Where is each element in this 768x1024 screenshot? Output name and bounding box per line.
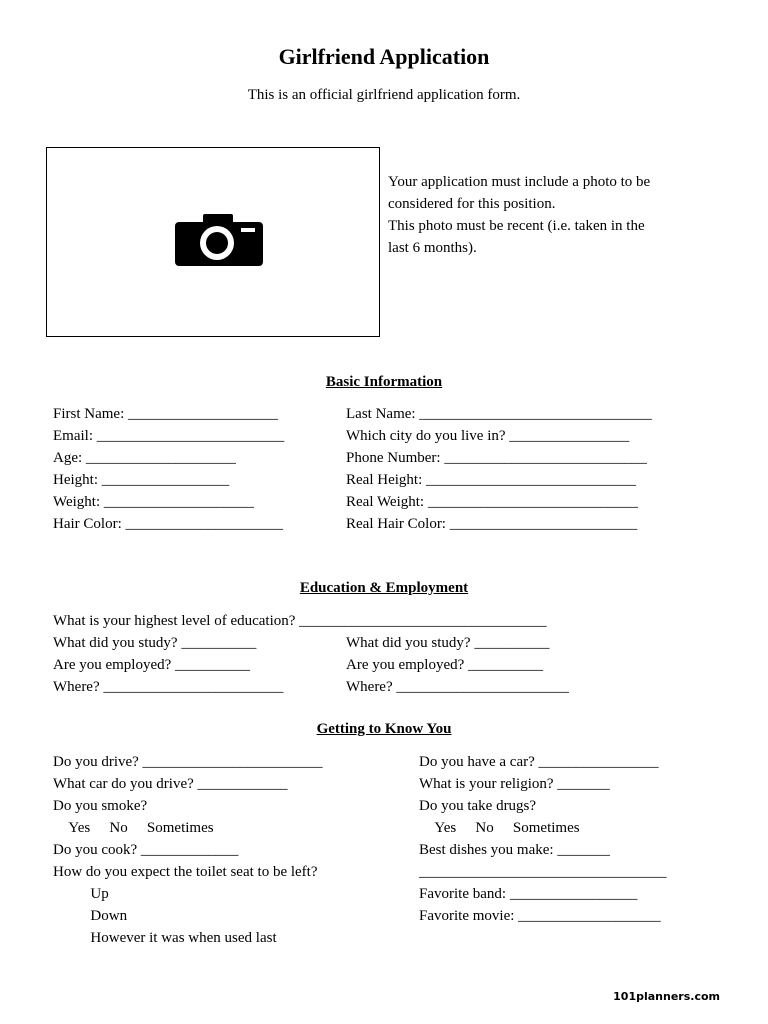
height-field[interactable]: Height: _________________	[53, 472, 230, 488]
employed-field[interactable]: Are you employed? __________	[53, 657, 251, 673]
first-name-field[interactable]: First Name: ____________________	[53, 406, 278, 422]
education-left-column	[53, 632, 283, 698]
drive-field[interactable]: Do you drive? ________________________	[53, 754, 323, 770]
city-field[interactable]: Which city do you live in? ________________	[346, 428, 630, 444]
getting-to-know-left-column	[53, 751, 323, 949]
favorite-movie-field[interactable]: Favorite movie: ___________________	[419, 908, 661, 924]
study-field[interactable]: What did you study? __________	[53, 635, 257, 651]
weight-field[interactable]: Weight: ____________________	[53, 494, 254, 510]
toilet-options-list	[53, 883, 323, 949]
form-subtitle: This is an official girlfriend application form.	[247, 87, 521, 103]
basic-info-left-column	[53, 403, 284, 535]
real-weight-field[interactable]: Real Weight: ____________________________	[346, 494, 638, 510]
phone-number-field[interactable]: Phone Number: ___________________________	[346, 450, 647, 466]
toilet-seat-question: How do you expect the toilet seat to be left?	[53, 864, 318, 880]
smoke-options[interactable]: Yes No Sometimes	[53, 820, 168, 836]
education-level-field[interactable]: What is your highest level of education? _________________________________	[53, 613, 547, 629]
best-dishes-line[interactable]: _________________________________	[419, 864, 667, 880]
email-field[interactable]: Email: _________________________	[53, 428, 285, 444]
car-model-field[interactable]: What car do you drive? ____________	[53, 776, 288, 792]
form-title: Girlfriend Application	[278, 44, 490, 69]
basic-info-right-column	[346, 403, 652, 535]
real-height-field[interactable]: Real Height: ____________________________	[346, 472, 636, 488]
smoke-question: Do you smoke?	[53, 798, 148, 814]
photo-note-line: considered for this position.	[388, 196, 556, 212]
photo-upload-box[interactable]	[46, 147, 380, 337]
where-field-2[interactable]: Where? _______________________	[346, 679, 569, 695]
employed-field-2[interactable]: Are you employed? __________	[346, 657, 544, 673]
where-field[interactable]: Where? ________________________	[53, 679, 284, 695]
hair-color-field[interactable]: Hair Color: _____________________	[53, 516, 283, 532]
religion-field[interactable]: What is your religion? _______	[419, 776, 610, 792]
best-dishes-field[interactable]: Best dishes you make: _______	[419, 842, 610, 858]
basic-info-heading: Basic Information	[325, 374, 443, 390]
camera-icon	[175, 212, 263, 266]
photo-note-line: last 6 months).	[388, 240, 477, 256]
getting-to-know-right-column	[419, 751, 667, 927]
real-hair-color-field[interactable]: Real Hair Color: _________________________	[346, 516, 638, 532]
age-field[interactable]: Age: ____________________	[53, 450, 236, 466]
toilet-option-up[interactable]: Up	[75, 886, 94, 902]
cook-field[interactable]: Do you cook? _____________	[53, 842, 239, 858]
photo-requirements	[388, 171, 728, 259]
last-name-field[interactable]: Last Name: _______________________________	[346, 406, 652, 422]
education-heading: Education & Employment	[299, 580, 469, 596]
toilet-option-down[interactable]: Down	[75, 908, 112, 924]
education-right-column	[346, 632, 569, 698]
have-car-field[interactable]: Do you have a car? ________________	[419, 754, 659, 770]
getting-to-know-heading: Getting to Know You	[316, 721, 452, 737]
toilet-option-however[interactable]: However it was when used last	[75, 930, 262, 946]
footer-brand: 101planners.com	[613, 990, 720, 1003]
study-field-2[interactable]: What did you study? __________	[346, 635, 550, 651]
photo-note-line: Your application must include a photo to be	[388, 174, 651, 190]
favorite-band-field[interactable]: Favorite band: _________________	[419, 886, 638, 902]
drugs-options[interactable]: Yes No Sometimes	[419, 820, 534, 836]
drugs-question: Do you take drugs?	[419, 798, 537, 814]
photo-note-line: This photo must be recent (i.e. taken in the	[388, 218, 645, 234]
